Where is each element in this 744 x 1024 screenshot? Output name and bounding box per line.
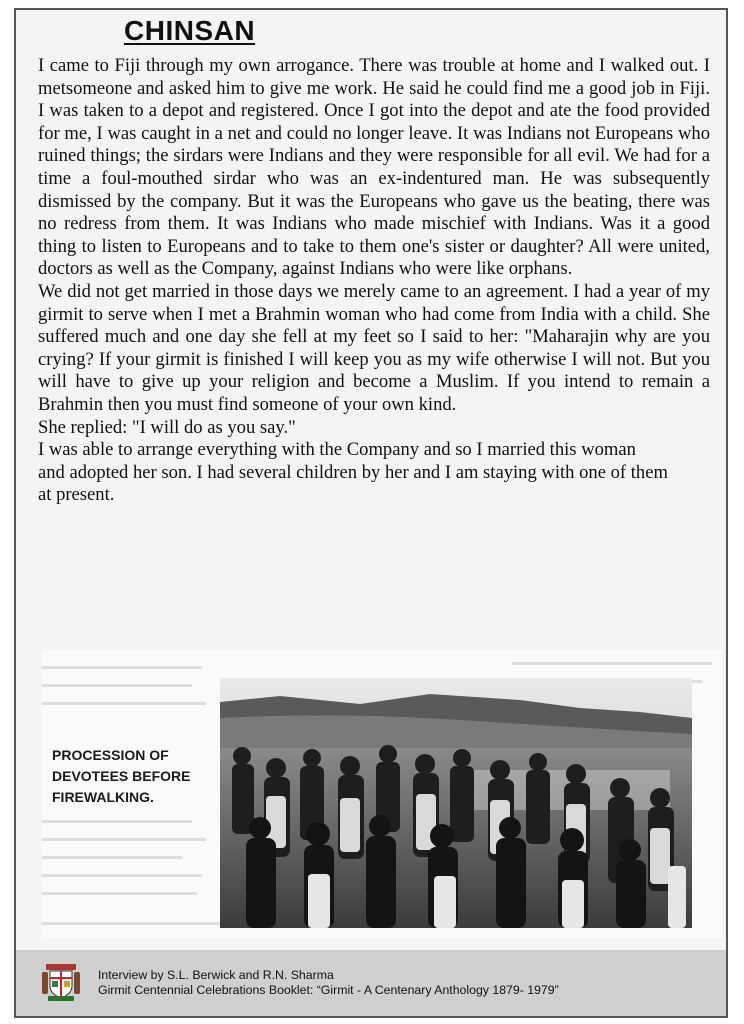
caption-line: FIREWALKING. <box>52 789 154 805</box>
photo-section <box>42 650 722 938</box>
footer-band <box>16 950 726 1016</box>
interview-credit: Interview by S.L. Berwick and R.N. Sharma <box>98 968 334 982</box>
photo-caption <box>52 745 212 808</box>
paragraph-reply: She replied: "I will do as you say." <box>38 416 296 438</box>
caption-line: DEVOTEES BEFORE <box>52 768 191 784</box>
paragraph-present: at present. <box>38 484 115 506</box>
paragraph-marriage: We did not get married in those days we merely came to an agreement. I had a year of my girmit to serve when I met a Brahmin woman who had come from India with a child. She suffered much and one day she fell at my feet so I said to her: "Maharajin why are you crying? If your girmit is finished I will keep you as my wife otherwise I will not. But you will have to give up your religion and become a Muslim. If you intend to remain a Brahmin then you must find someone of your own kind. <box>38 280 710 415</box>
procession-photo <box>220 678 692 928</box>
source-credit: Girmit Centennial Celebrations Booklet: “Girmit - A Centenary Anthology 1879- 1979” <box>98 983 559 997</box>
article-body <box>38 55 710 507</box>
fiji-coat-of-arms-icon <box>42 962 80 1002</box>
paragraph-arrangement: I was able to arrange everything with the Company and so I married this woman <box>38 439 636 461</box>
paragraph-children: and adopted her son. I had several children by her and I am staying with one of them <box>38 461 668 483</box>
procession-photo-illustration <box>220 678 692 928</box>
caption-line: PROCESSION OF <box>52 747 169 763</box>
paragraph-arrival: I came to Fiji through my own arrogance. There was trouble at home and I walked out. I metsomeone and asked him to give me work. He said he could find me a good job in Fiji. I was taken to a depot and registered. Once I got into the depot and ate the food provided for me, I was caught in a net and could no longer leave. It was Indians not Europeans who ruined things; the sirdars were Indians and they were responsible for all evil. We had for a time a foul-mouthed sirdar who was an ex-indentured man. He was subsequently dismissed by the company. But it was the Europeans who gave us the beating, there was no redress from them. It was Indians who made mischief with Indians. Was it a good thing to listen to Europeans and to take to them one's sister or daughter? All were united, doctors as well as the Company, against Indians who were like orphans. <box>38 55 710 280</box>
article-title: CHINSAN <box>124 15 256 46</box>
footer-credits <box>98 968 559 998</box>
page-frame <box>14 8 728 1018</box>
